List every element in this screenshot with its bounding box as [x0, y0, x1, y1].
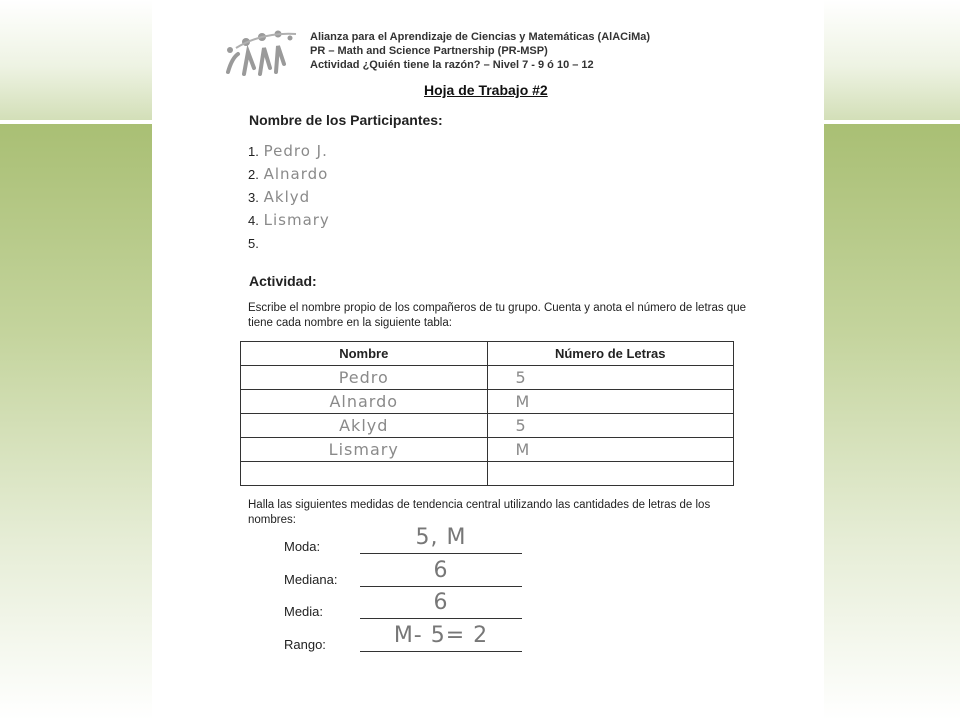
- name-cell: Alnardo: [329, 391, 399, 411]
- table-row: [241, 366, 734, 390]
- worksheet-title: Hoja de Trabajo #2: [424, 82, 548, 98]
- measure-value: 6: [433, 590, 449, 615]
- participant-name: Pedro J.: [263, 142, 328, 160]
- measures-instructions: Halla las siguientes medidas de tendencia central utilizando las cantidades de letras de los nombres:: [248, 499, 711, 526]
- participant-number: 3.: [248, 190, 259, 205]
- column-header-nombre: Nombre: [241, 342, 488, 366]
- table-row: [241, 438, 734, 462]
- participant-item: [248, 211, 330, 229]
- header-line: Alianza para el Aprendizaje de Ciencias y Matemáticas (AlACiMa): [310, 31, 651, 43]
- participant-number: 2.: [248, 167, 259, 182]
- measure-label: Media:: [284, 604, 324, 619]
- participant-number: 4.: [248, 213, 259, 228]
- participant-item: [248, 188, 310, 206]
- activity-heading: Actividad:: [249, 273, 317, 289]
- name-cell: Aklyd: [339, 415, 389, 435]
- count-cell: 5: [515, 367, 527, 387]
- participant-name: Lismary: [263, 211, 330, 229]
- activity-instructions: Escribe el nombre propio de los compañeros de tu grupo. Cuenta y anota el número de letras que tiene cada nombre en la siguiente tabla:: [248, 302, 746, 329]
- participant-number: 1.: [248, 144, 259, 159]
- left-background-band: [0, 0, 152, 720]
- answer-line: [360, 623, 522, 652]
- answer-line: [360, 558, 522, 587]
- answer-line: [360, 525, 522, 554]
- measure-mediana: [284, 558, 544, 589]
- names-table: [240, 341, 734, 486]
- participant-item: [248, 165, 328, 183]
- count-cell: M: [515, 391, 531, 411]
- header-line: PR – Math and Science Partnership (PR-MSP): [310, 45, 548, 57]
- measure-rango: [284, 623, 544, 654]
- measure-label: Rango:: [284, 637, 326, 652]
- table-row: [241, 462, 734, 486]
- measure-media: [284, 590, 544, 621]
- participants-heading: Nombre de los Participantes:: [249, 112, 443, 128]
- column-header-numero-letras: Número de Letras: [487, 342, 734, 366]
- worksheet-page: [152, 0, 824, 720]
- measure-moda: [284, 525, 544, 556]
- name-cell: Pedro: [338, 367, 389, 387]
- alacima-logo-icon: [222, 28, 302, 80]
- participant-name: Alnardo: [263, 165, 329, 183]
- table-row: [241, 390, 734, 414]
- answer-line: [360, 590, 522, 619]
- measure-value: 6: [433, 558, 449, 583]
- header-line: Actividad ¿Quién tiene la razón? – Nivel 7 - 9 ó 10 – 12: [310, 59, 594, 71]
- measure-value: M- 5= 2: [393, 623, 489, 648]
- participant-name: Aklyd: [263, 188, 311, 206]
- participant-item: [248, 142, 328, 160]
- count-cell: 5: [515, 415, 527, 435]
- name-cell: Lismary: [328, 439, 399, 459]
- count-cell: M: [515, 439, 531, 459]
- table-header-row: [241, 342, 734, 366]
- measure-label: Moda:: [284, 539, 321, 554]
- right-background-band: [824, 0, 960, 720]
- table-row: [241, 414, 734, 438]
- measure-label: Mediana:: [284, 572, 338, 587]
- measure-value: 5, M: [415, 525, 467, 550]
- participant-item: [248, 234, 260, 252]
- participant-number: 5.: [248, 236, 259, 251]
- document-header: [310, 30, 730, 72]
